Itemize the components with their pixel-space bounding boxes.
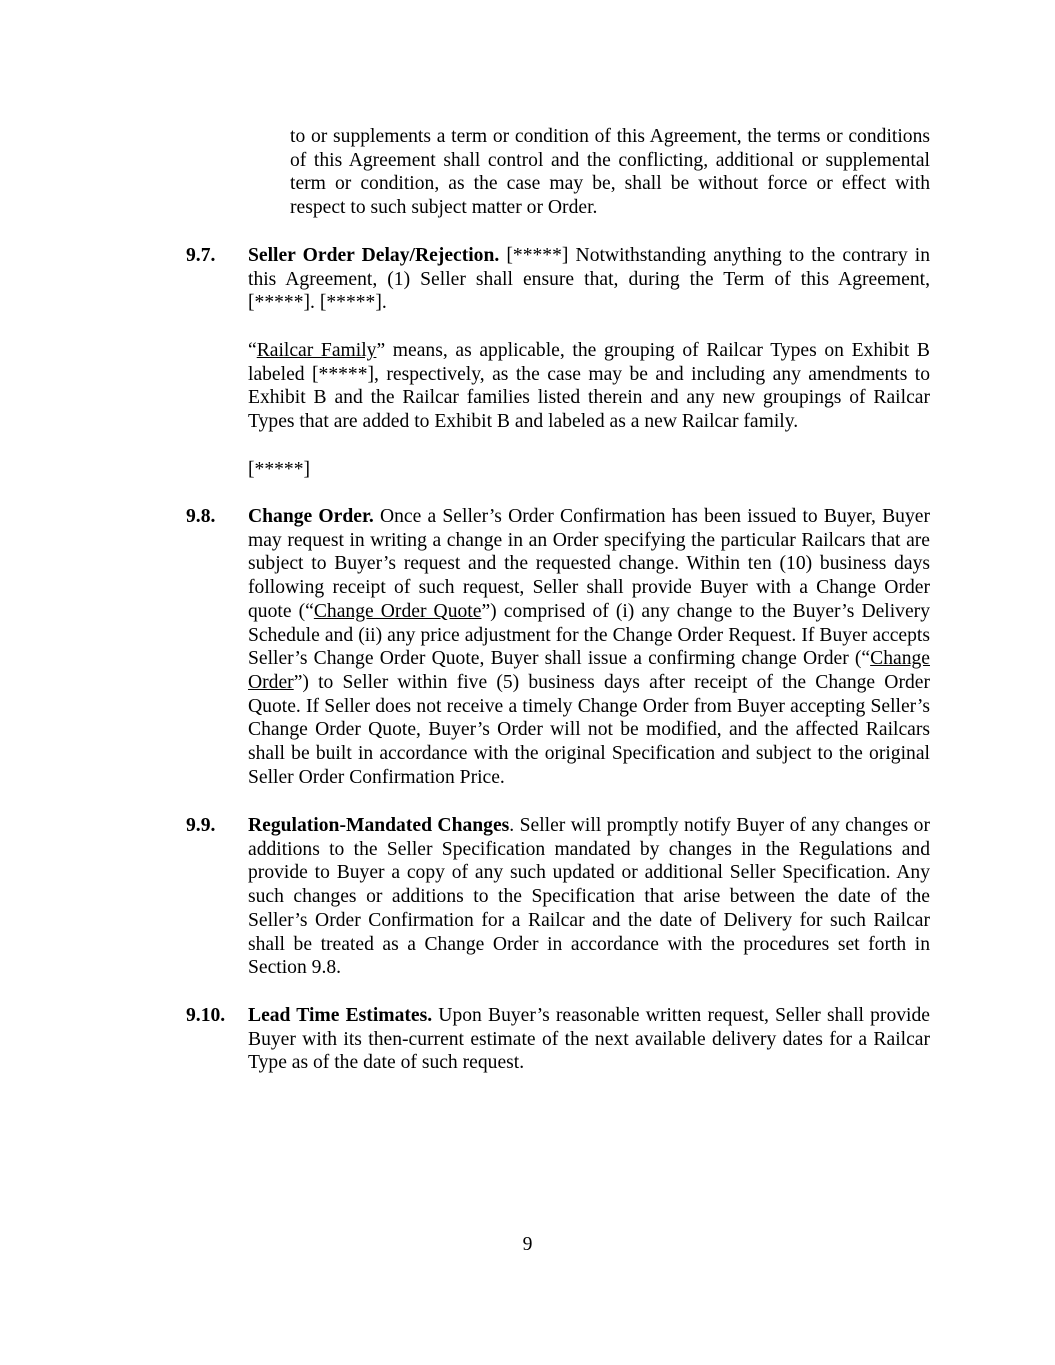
continuation-paragraph	[290, 125, 930, 220]
section-9-9-title: Regulation-Mandated Changes	[248, 815, 510, 836]
section-9-7-text: [*****] Notwithstanding anything to the contrary in this Agreement, (1) Seller shall ensure that, during the Term of this Agreement, [*****]. [*****].	[248, 245, 930, 314]
section-9-8-text-b: ”) comprised of (i) any change to the Buyer’s Delivery Schedule and (ii) any price adjustment for the Change Order Request. If Buyer accepts Seller’s Change Order Quote, Buyer shall issue a confirming change Order (“	[248, 600, 930, 670]
section-9-8-title: Change Order.	[248, 506, 374, 527]
railcar-family-definition	[248, 339, 930, 434]
section-9-10-text: Upon Buyer’s reasonable written request, Seller shall provide Buyer with its then-current estimate of the next available delivery dates for a Railcar Type as of the date of such request.	[248, 1005, 930, 1074]
definition-open-quote: “	[248, 340, 257, 361]
defined-term-change-order: Change Order	[248, 648, 930, 693]
section-9-10-paragraph	[248, 1004, 930, 1075]
section-9-7-paragraph	[248, 244, 930, 315]
section-9-7-title: Seller Order Delay/Rejection.	[248, 245, 500, 266]
section-9-8-number: 9.8.	[186, 506, 216, 527]
page-number: 9	[522, 1234, 533, 1255]
section-9-8-text-a: Once a Seller’s Order Confirmation has been issued to Buyer, Buyer may request in writing a change in an Order specifying the particular Railcars that are subject to Buyer’s request and the requested change. Within ten (10) business days following receipt of such request, Seller shall provide Buyer with a Change Order quote (“	[248, 506, 930, 622]
definition-text: ” means, as applicable, the grouping of Railcar Types on Exhibit B labeled [*****], respectively, as the case may be and including any amendments to Exhibit B and the Railcar families listed therein and any new groupings of Railcar Types that are added to Exhibit B and labeled as a new Railcar family.	[248, 340, 930, 433]
defined-term-change-order-quote: Change Order Quote	[313, 600, 482, 622]
redacted-text: [*****]	[248, 459, 311, 480]
section-9-9-number: 9.9.	[186, 815, 216, 836]
section-9-10-number: 9.10.	[186, 1005, 226, 1026]
defined-term-railcar-family: Railcar Family	[256, 340, 377, 361]
section-9-8-paragraph	[248, 505, 930, 789]
section-9-9-text: . Seller will promptly notify Buyer of any changes or additions to the Seller Specification mandated by changes in the Regulations and provide to Buyer a copy of any such updated or additional Seller Specification. Any such changes or additions to the Specification that arise between the date of the Seller’s Order Confirmation for a Railcar and the date of Delivery for such Railcar shall be treated as a Change Order in accordance with the procedures set forth in Section 9.8.	[248, 815, 930, 979]
section-9-8-text-c: ”) to Seller within five (5) business days after receipt of the Change Order Quote. If Seller does not receive a timely Change Order from Buyer accepting Seller’s Change Order Quote, Buyer’s Order will not be modified, and the affected Railcars shall be built in accordance with the original Specification and subject to the original Seller Order Confirmation Price.	[248, 671, 930, 788]
redacted-paragraph	[248, 458, 930, 482]
section-9-9-paragraph	[248, 814, 930, 980]
section-9-7-number: 9.7.	[186, 245, 216, 266]
section-9-10-title: Lead Time Estimates.	[248, 1005, 433, 1026]
continuation-text: to or supplements a term or condition of this Agreement, the terms or conditions of this Agreement shall control and the conflicting, additional or supplemental term or condition, as the case may be, shall be without force or effect with respect to such subject matter or Order.	[290, 126, 930, 219]
